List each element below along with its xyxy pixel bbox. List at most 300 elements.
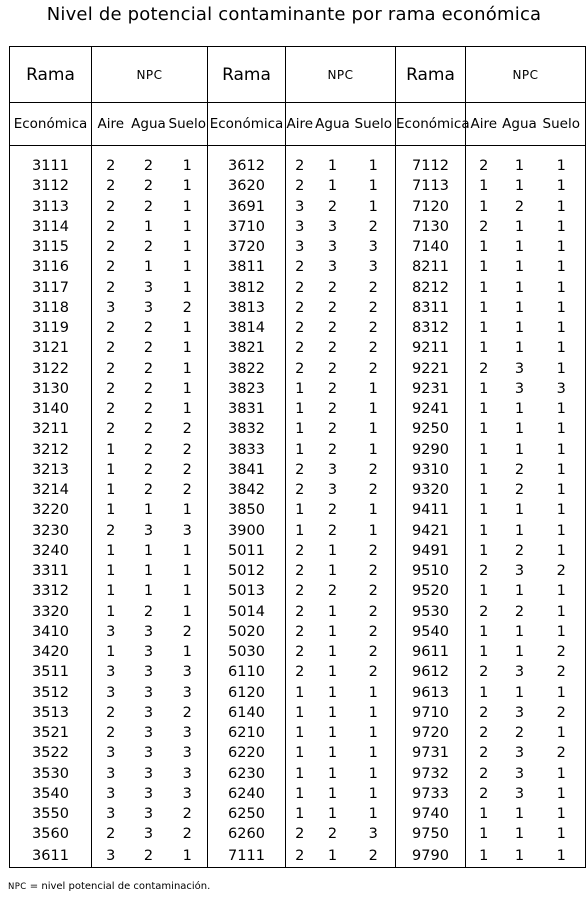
npc-aire-cell: 3 — [106, 847, 116, 864]
npc-agua-cell: 2 — [327, 198, 338, 215]
npc-agua-cell: 1 — [514, 421, 525, 438]
npc-suelo-cell: 3 — [538, 379, 586, 399]
npc-agua-cell: 3 — [143, 299, 154, 316]
npc-agua-cell: 1 — [327, 623, 338, 640]
rama-code-cell: 9411 — [396, 500, 466, 520]
npc-aire-cell: 2 — [295, 259, 305, 276]
rama-code-cell: 9211 — [396, 338, 466, 358]
rama-code-cell: 9613 — [396, 683, 466, 703]
table-row — [10, 743, 586, 763]
npc-aire-cell: 2 — [479, 725, 489, 742]
npc-agua-cell: 1 — [327, 704, 338, 721]
npc-suelo-cell: 2 — [168, 480, 208, 500]
npc-aire-cell: 1 — [295, 522, 305, 539]
npc-suelo-cell: 1 — [352, 784, 396, 804]
rama-code-cell: 7111 — [208, 845, 286, 868]
footnote-text: = nivel potencial de contaminación. — [26, 881, 211, 892]
npc-agua-cell: 1 — [327, 158, 338, 175]
npc-aire-cell: 1 — [479, 340, 489, 357]
npc-agua-cell: 1 — [514, 826, 525, 843]
table-row — [10, 419, 586, 439]
npc-agua-cell: 3 — [143, 765, 154, 782]
npc-aire-cell: 2 — [106, 704, 116, 721]
header-row-top — [10, 47, 586, 103]
npc-suelo-cell: 1 — [168, 581, 208, 601]
npc-agua-cell: 1 — [514, 847, 525, 864]
npc-suelo-cell: 1 — [538, 723, 586, 743]
rama-code-cell: 6230 — [208, 764, 286, 784]
npc-suelo-cell: 2 — [538, 662, 586, 682]
npc-suelo-cell: 1 — [352, 399, 396, 419]
rama-code-cell: 3122 — [10, 359, 92, 379]
table-row — [10, 197, 586, 217]
npc-suelo-cell: 3 — [352, 824, 396, 844]
npc-agua-cell: 2 — [143, 380, 154, 397]
npc-aire-cell: 2 — [106, 725, 116, 742]
npc-aire-cell: 1 — [479, 320, 489, 337]
npc-suelo-cell: 2 — [352, 845, 396, 868]
npc-aire-cell: 2 — [295, 178, 305, 195]
npc-agua-cell: 1 — [327, 745, 338, 762]
rama-code-cell: 7113 — [396, 176, 466, 196]
rama-code-cell: 9231 — [396, 379, 466, 399]
npc-aire-cell: 1 — [479, 502, 489, 519]
npc-aire-cell: 2 — [106, 320, 116, 337]
npc-agua-cell: 1 — [327, 765, 338, 782]
npc-agua-cell: 1 — [514, 340, 525, 357]
npc-suelo-cell: 2 — [352, 541, 396, 561]
rama-code-cell: 3823 — [208, 379, 286, 399]
npc-agua-cell: 1 — [514, 259, 525, 276]
footnote-abbreviation: NPC — [8, 882, 27, 892]
table-row — [10, 642, 586, 662]
rama-code-cell: 3710 — [208, 217, 286, 237]
npc-agua-cell: 1 — [327, 542, 338, 559]
rama-code-cell: 3211 — [10, 419, 92, 439]
npc-aire-cell: 2 — [295, 644, 305, 661]
rama-code-cell: 6260 — [208, 824, 286, 844]
table-row — [10, 764, 586, 784]
rama-code-cell: 3813 — [208, 298, 286, 318]
npc-suelo-cell: 1 — [538, 298, 586, 318]
npc-agua-cell: 3 — [143, 644, 154, 661]
npc-aire-cell: 1 — [479, 380, 489, 397]
column-header-npc: NPC — [286, 47, 396, 103]
npc-aire-cell: 2 — [295, 847, 305, 864]
npc-suelo-cell: 1 — [538, 622, 586, 642]
rama-code-cell: 6120 — [208, 683, 286, 703]
table-row — [10, 521, 586, 541]
npc-agua-cell: 2 — [327, 502, 338, 519]
npc-suelo-cell: 1 — [538, 257, 586, 277]
npc-suelo-cell: 2 — [168, 298, 208, 318]
npc-agua-cell: 2 — [143, 461, 154, 478]
npc-suelo-cell: 2 — [352, 460, 396, 480]
table-row — [10, 176, 586, 196]
rama-code-cell: 9250 — [396, 419, 466, 439]
npc-aire-cell: 2 — [479, 218, 489, 235]
npc-agua-cell: 2 — [143, 847, 154, 864]
npc-agua-cell: 1 — [327, 725, 338, 742]
npc-suelo-cell: 1 — [538, 278, 586, 298]
npc-agua-cell: 1 — [143, 542, 154, 559]
npc-aire-cell: 3 — [295, 239, 305, 256]
rama-code-cell: 3720 — [208, 237, 286, 257]
npc-agua-cell: 3 — [327, 239, 338, 256]
column-header-economica: Económica — [396, 103, 466, 146]
npc-aire-cell: 2 — [295, 664, 305, 681]
column-header-agua: Agua — [314, 103, 352, 146]
npc-agua-cell: 1 — [327, 644, 338, 661]
npc-agua-cell: 2 — [143, 198, 154, 215]
npc-suelo-cell: 1 — [538, 176, 586, 196]
npc-agua-cell: 1 — [327, 178, 338, 195]
rama-code-cell: 3140 — [10, 399, 92, 419]
npc-agua-cell: 2 — [327, 401, 338, 418]
npc-agua-cell: 2 — [143, 421, 154, 438]
npc-aire-cell: 3 — [106, 806, 116, 823]
npc-aire-cell: 1 — [295, 785, 305, 802]
npc-aire-cell: 1 — [479, 441, 489, 458]
npc-agua-cell: 2 — [327, 279, 338, 296]
column-header-aire: Aire — [466, 103, 502, 146]
table-row — [10, 581, 586, 601]
rama-code-cell: 7130 — [396, 217, 466, 237]
npc-agua-cell: 2 — [327, 299, 338, 316]
rama-code-cell: 3530 — [10, 764, 92, 784]
npc-aire-cell: 2 — [295, 340, 305, 357]
table-row — [10, 561, 586, 581]
column-header-rama: Rama — [396, 47, 466, 103]
npc-agua-cell: 2 — [143, 320, 154, 337]
npc-suelo-cell: 3 — [168, 723, 208, 743]
npc-agua-cell: 1 — [143, 218, 154, 235]
npc-aire-cell: 2 — [295, 563, 305, 580]
table-row — [10, 257, 586, 277]
rama-code-cell: 9310 — [396, 460, 466, 480]
table-row — [10, 217, 586, 237]
rama-code-cell: 3814 — [208, 318, 286, 338]
npc-agua-cell: 3 — [327, 482, 338, 499]
rama-code-cell: 9510 — [396, 561, 466, 581]
npc-aire-cell: 1 — [295, 725, 305, 742]
npc-agua-cell: 2 — [514, 482, 525, 499]
npc-suelo-cell: 3 — [352, 237, 396, 257]
table-row — [10, 156, 586, 176]
table-row — [10, 237, 586, 257]
table-row — [10, 804, 586, 824]
npc-suelo-cell: 1 — [538, 683, 586, 703]
npc-aire-cell: 1 — [295, 421, 305, 438]
npc-agua-cell: 3 — [143, 279, 154, 296]
npc-aire-cell: 1 — [479, 806, 489, 823]
npc-agua-cell: 1 — [514, 299, 525, 316]
rama-code-cell: 7120 — [396, 197, 466, 217]
rama-code-cell: 6210 — [208, 723, 286, 743]
npc-suelo-cell: 2 — [538, 561, 586, 581]
npc-suelo-cell: 1 — [538, 440, 586, 460]
npc-aire-cell: 2 — [106, 239, 116, 256]
npc-suelo-cell: 1 — [168, 379, 208, 399]
npc-suelo-cell: 2 — [168, 440, 208, 460]
column-header-agua: Agua — [130, 103, 168, 146]
table-row — [10, 480, 586, 500]
npc-aire-cell: 3 — [106, 684, 116, 701]
npc-aire-cell: 2 — [479, 765, 489, 782]
table-row — [10, 824, 586, 844]
npc-suelo-cell: 1 — [352, 156, 396, 176]
npc-agua-cell: 3 — [143, 623, 154, 640]
npc-suelo-cell: 1 — [168, 602, 208, 622]
npc-agua-cell: 2 — [327, 522, 338, 539]
npc-agua-cell: 1 — [514, 401, 525, 418]
npc-agua-cell: 3 — [327, 218, 338, 235]
table-row — [10, 338, 586, 358]
npc-aire-cell: 1 — [479, 239, 489, 256]
rama-code-cell: 5020 — [208, 622, 286, 642]
npc-aire-cell: 1 — [295, 806, 305, 823]
table-row — [10, 662, 586, 682]
header-spacer — [10, 146, 586, 157]
rama-code-cell: 6250 — [208, 804, 286, 824]
npc-suelo-cell: 1 — [168, 541, 208, 561]
npc-suelo-cell: 2 — [352, 298, 396, 318]
npc-agua-cell: 3 — [143, 745, 154, 762]
npc-aire-cell: 2 — [295, 279, 305, 296]
npc-agua-cell: 2 — [327, 826, 338, 843]
rama-code-cell: 5014 — [208, 602, 286, 622]
rama-code-cell: 3540 — [10, 784, 92, 804]
npc-suelo-cell: 1 — [538, 156, 586, 176]
npc-agua-cell: 3 — [514, 785, 525, 802]
rama-code-cell: 3512 — [10, 683, 92, 703]
npc-aire-cell: 1 — [295, 441, 305, 458]
npc-suelo-cell: 2 — [352, 602, 396, 622]
npc-agua-cell: 1 — [327, 684, 338, 701]
npc-agua-cell: 2 — [143, 441, 154, 458]
npc-aire-cell: 2 — [479, 785, 489, 802]
npc-aire-cell: 2 — [106, 360, 116, 377]
npc-aire-cell: 1 — [479, 279, 489, 296]
npc-suelo-cell: 1 — [538, 541, 586, 561]
column-header-aire: Aire — [92, 103, 130, 146]
npc-suelo-cell: 1 — [352, 521, 396, 541]
rama-code-cell: 5030 — [208, 642, 286, 662]
npc-agua-cell: 2 — [143, 340, 154, 357]
npc-suelo-cell: 1 — [538, 217, 586, 237]
rama-code-cell: 9710 — [396, 703, 466, 723]
npc-aire-cell: 2 — [106, 178, 116, 195]
npc-suelo-cell: 2 — [352, 217, 396, 237]
npc-suelo-cell: 1 — [538, 318, 586, 338]
npc-suelo-cell: 1 — [538, 804, 586, 824]
npc-suelo-cell: 1 — [538, 460, 586, 480]
npc-agua-cell: 1 — [514, 320, 525, 337]
rama-code-cell: 3115 — [10, 237, 92, 257]
rama-code-cell: 9520 — [396, 581, 466, 601]
npc-aire-cell: 2 — [106, 218, 116, 235]
rama-code-cell: 9733 — [396, 784, 466, 804]
npc-suelo-cell: 1 — [168, 500, 208, 520]
npc-agua-cell: 3 — [143, 522, 154, 539]
npc-aire-cell: 2 — [295, 461, 305, 478]
rama-code-cell: 6220 — [208, 743, 286, 763]
npc-aire-cell: 1 — [106, 482, 116, 499]
rama-code-cell: 5013 — [208, 581, 286, 601]
npc-agua-cell: 3 — [143, 826, 154, 843]
npc-aire-cell: 2 — [295, 826, 305, 843]
npc-aire-cell: 2 — [479, 745, 489, 762]
npc-suelo-cell: 1 — [352, 440, 396, 460]
npc-suelo-cell: 1 — [168, 561, 208, 581]
npc-suelo-cell: 1 — [168, 278, 208, 298]
npc-agua-cell: 1 — [514, 806, 525, 823]
npc-suelo-cell: 2 — [352, 581, 396, 601]
npc-agua-cell: 1 — [514, 623, 525, 640]
npc-agua-cell: 3 — [143, 704, 154, 721]
column-header-npc: NPC — [92, 47, 208, 103]
column-header-suelo: Suelo — [352, 103, 396, 146]
npc-agua-cell: 2 — [514, 725, 525, 742]
npc-agua-cell: 2 — [327, 380, 338, 397]
npc-suelo-cell: 1 — [538, 764, 586, 784]
npc-agua-cell: 3 — [514, 745, 525, 762]
npc-agua-cell: 3 — [514, 765, 525, 782]
npc-agua-cell: 1 — [143, 259, 154, 276]
npc-suelo-cell: 2 — [352, 622, 396, 642]
npc-agua-cell: 2 — [327, 340, 338, 357]
npc-suelo-cell: 1 — [538, 845, 586, 868]
npc-suelo-cell: 2 — [538, 642, 586, 662]
npc-aire-cell: 2 — [106, 279, 116, 296]
rama-code-cell: 3522 — [10, 743, 92, 763]
npc-suelo-cell: 1 — [168, 845, 208, 868]
npc-aire-cell: 1 — [479, 583, 489, 600]
npc-agua-cell: 2 — [327, 421, 338, 438]
rama-code-cell: 5011 — [208, 541, 286, 561]
npc-aire-cell: 1 — [479, 461, 489, 478]
npc-aire-cell: 2 — [106, 401, 116, 418]
npc-agua-cell: 2 — [143, 158, 154, 175]
table-row — [10, 359, 586, 379]
column-header-suelo: Suelo — [168, 103, 208, 146]
table-row — [10, 622, 586, 642]
rama-code-cell: 7140 — [396, 237, 466, 257]
npc-suelo-cell: 1 — [538, 237, 586, 257]
npc-suelo-cell: 3 — [352, 257, 396, 277]
npc-table — [9, 46, 586, 868]
npc-suelo-cell: 2 — [352, 642, 396, 662]
npc-aire-cell: 1 — [479, 482, 489, 499]
page-title: Nivel de potencial contaminante por rama económica — [46, 4, 542, 25]
npc-aire-cell: 3 — [295, 218, 305, 235]
npc-agua-cell: 1 — [514, 522, 525, 539]
npc-agua-cell: 2 — [143, 239, 154, 256]
npc-agua-cell: 2 — [143, 178, 154, 195]
npc-aire-cell: 2 — [295, 482, 305, 499]
npc-aire-cell: 2 — [295, 623, 305, 640]
npc-agua-cell: 3 — [514, 563, 525, 580]
rama-code-cell: 9421 — [396, 521, 466, 541]
npc-aire-cell: 1 — [479, 259, 489, 276]
npc-aire-cell: 1 — [479, 421, 489, 438]
npc-agua-cell: 2 — [327, 441, 338, 458]
npc-aire-cell: 1 — [479, 847, 489, 864]
npc-agua-cell: 1 — [143, 563, 154, 580]
npc-agua-cell: 1 — [327, 563, 338, 580]
rama-code-cell: 6140 — [208, 703, 286, 723]
npc-aire-cell: 1 — [295, 745, 305, 762]
npc-aire-cell: 1 — [479, 522, 489, 539]
table-row — [10, 278, 586, 298]
npc-suelo-cell: 2 — [168, 703, 208, 723]
rama-code-cell: 3112 — [10, 176, 92, 196]
npc-aire-cell: 2 — [106, 340, 116, 357]
npc-suelo-cell: 1 — [168, 257, 208, 277]
rama-code-cell: 5012 — [208, 561, 286, 581]
npc-agua-cell: 1 — [514, 279, 525, 296]
npc-agua-cell: 1 — [327, 806, 338, 823]
npc-aire-cell: 1 — [106, 563, 116, 580]
npc-aire-cell: 3 — [106, 785, 116, 802]
npc-agua-cell: 1 — [514, 583, 525, 600]
npc-suelo-cell: 2 — [168, 419, 208, 439]
npc-aire-cell: 2 — [479, 704, 489, 721]
npc-aire-cell: 2 — [106, 380, 116, 397]
rama-code-cell: 8211 — [396, 257, 466, 277]
npc-suelo-cell: 3 — [168, 743, 208, 763]
rama-code-cell: 9290 — [396, 440, 466, 460]
rama-code-cell: 9732 — [396, 764, 466, 784]
npc-aire-cell: 2 — [295, 158, 305, 175]
npc-aire-cell: 2 — [295, 360, 305, 377]
table-row — [10, 460, 586, 480]
npc-suelo-cell: 1 — [352, 743, 396, 763]
rama-code-cell: 3410 — [10, 622, 92, 642]
rama-code-cell: 9221 — [396, 359, 466, 379]
rama-code-cell: 3214 — [10, 480, 92, 500]
column-header-economica: Económica — [10, 103, 92, 146]
npc-agua-cell: 2 — [514, 542, 525, 559]
rama-code-cell: 3841 — [208, 460, 286, 480]
npc-suelo-cell: 1 — [538, 824, 586, 844]
npc-agua-cell: 1 — [514, 158, 525, 175]
npc-agua-cell: 3 — [327, 259, 338, 276]
npc-agua-cell: 2 — [514, 603, 525, 620]
npc-suelo-cell: 2 — [168, 460, 208, 480]
rama-code-cell: 3900 — [208, 521, 286, 541]
npc-agua-cell: 1 — [514, 178, 525, 195]
npc-aire-cell: 1 — [106, 603, 116, 620]
rama-code-cell: 3550 — [10, 804, 92, 824]
npc-agua-cell: 3 — [514, 360, 525, 377]
npc-aire-cell: 1 — [295, 380, 305, 397]
npc-aire-cell: 2 — [295, 583, 305, 600]
npc-suelo-cell: 1 — [168, 197, 208, 217]
table-row — [10, 845, 586, 868]
npc-suelo-cell: 1 — [168, 338, 208, 358]
rama-code-cell: 3850 — [208, 500, 286, 520]
npc-suelo-cell: 1 — [168, 399, 208, 419]
rama-code-cell: 3620 — [208, 176, 286, 196]
npc-suelo-cell: 1 — [538, 419, 586, 439]
npc-aire-cell: 1 — [106, 441, 116, 458]
npc-suelo-cell: 2 — [352, 359, 396, 379]
table-row — [10, 440, 586, 460]
npc-agua-cell: 3 — [143, 664, 154, 681]
npc-suelo-cell: 1 — [352, 683, 396, 703]
header-row-sub — [10, 103, 586, 146]
